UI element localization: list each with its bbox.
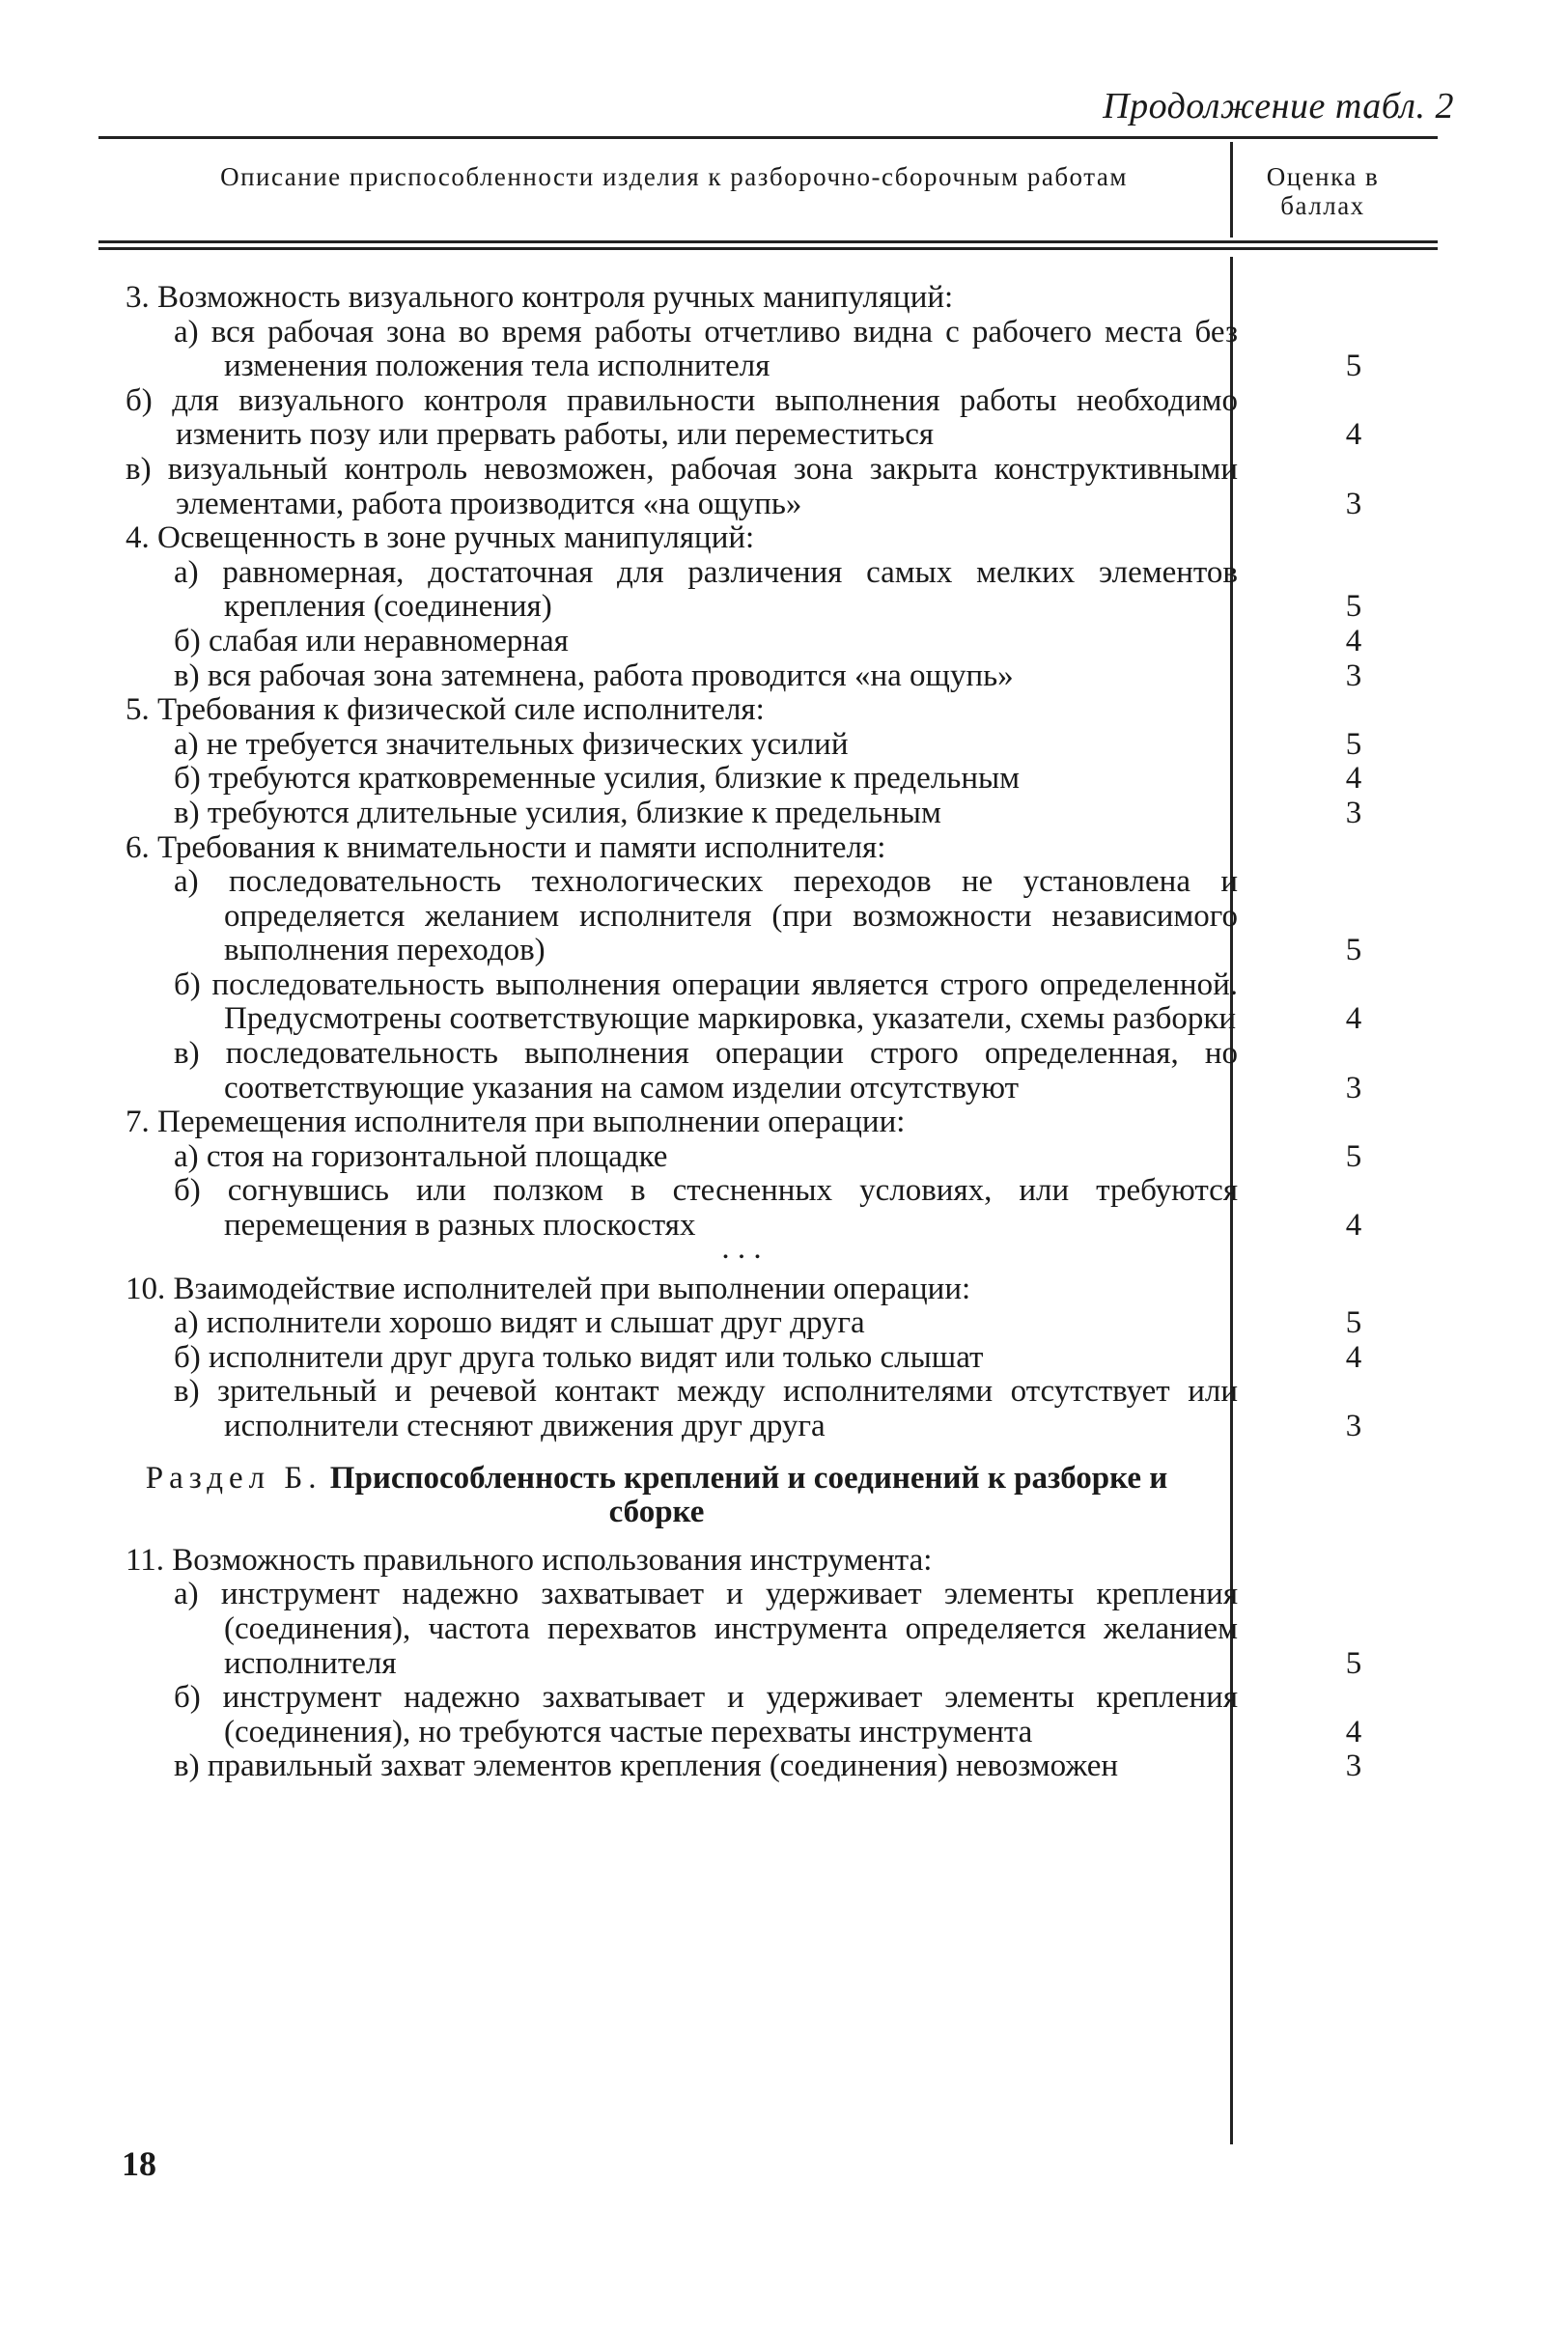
header-bottom-rule	[98, 240, 1438, 243]
criterion-text: в) последовательность выполнения операции строго определенная, но соответствующие указания на самом изделии отсутствуют	[174, 1036, 1238, 1106]
criterion-text: а) инструмент надежно захватывает и удерживает элементы крепления (соединения), частота перехватов инструмента определяется желанием исполнителя	[174, 1577, 1238, 1681]
criterion-score: 4	[1345, 1208, 1362, 1244]
header-bottom-rule-double	[98, 247, 1438, 250]
criterion-row	[126, 1544, 1429, 1579]
criterion-text: б) слабая или неравномерная	[174, 623, 569, 658]
criterion-score: 5	[1345, 1138, 1362, 1174]
criterion-row	[126, 797, 1429, 831]
criterion-row	[126, 556, 1429, 625]
criterion-row	[126, 831, 1429, 866]
criterion-score: 4	[1345, 623, 1362, 658]
criterion-row	[126, 1273, 1429, 1307]
section-heading	[126, 1462, 1188, 1530]
criterion-score: 5	[1345, 1305, 1362, 1341]
criterion-text: а) последовательность технологических переходов не установлена и определяется желанием исполнителя (при возможности независимого выполнения переходов)	[174, 864, 1238, 968]
section-title: Приспособленность креплений и соединений к разборке и сборке	[329, 1460, 1168, 1530]
criterion-score: 3	[1345, 1070, 1362, 1106]
criterion-text: в) зрительный и речевой контакт между исполнителями отсутствует или исполнители стесняют движения друг друга	[174, 1374, 1238, 1443]
criterion-row	[126, 1306, 1429, 1341]
criterion-text: б) последовательность выполнения операции является строго определенной. Предусмотрены соответствующие маркировка, указатели, схемы разборки	[174, 966, 1238, 1037]
criterion-score: 5	[1345, 589, 1362, 625]
criterion-score: 5	[1345, 349, 1362, 384]
criterion-row	[126, 521, 1429, 556]
criterion-row	[126, 1140, 1429, 1175]
criterion-text: б) инструмент надежно захватывает и удерживает элементы крепления (соединения), но требуются частые перехваты инструмента	[174, 1680, 1238, 1749]
criterion-row	[126, 281, 1429, 316]
criterion-score: 5	[1345, 933, 1362, 968]
criterion-text: а) не требуется значительных физических усилий	[174, 726, 849, 762]
header-top-rule	[98, 136, 1438, 139]
criterion-row	[126, 1749, 1429, 1784]
criterion-text: в) правильный захват элементов крепления (соединения) невозможен	[174, 1749, 1119, 1784]
criterion-row	[126, 384, 1429, 453]
criterion-row	[126, 625, 1429, 659]
criterion-score: 4	[1345, 1339, 1362, 1375]
criterion-text: 6. Требования к внимательности и памяти исполнителя:	[126, 829, 886, 865]
section-label: Раздел Б.	[145, 1460, 322, 1496]
criterion-row	[126, 1341, 1429, 1376]
criterion-text: б) исполнители друг друга только видят или только слышат	[174, 1339, 984, 1375]
criterion-row	[126, 762, 1429, 797]
page-number: 18	[122, 2144, 156, 2183]
criteria-block-1	[126, 281, 1429, 1244]
criterion-text: б) согнувшись или ползком в стесненных условиях, или требуются перемещения в разных плоскостях	[174, 1173, 1238, 1244]
criterion-score: 4	[1345, 1001, 1362, 1037]
criterion-text: б) для визуального контроля правильности выполнения работы необходимо изменить позу или прервать работы, или переместиться	[126, 382, 1238, 453]
criterion-text: в) требуются длительные усилия, близкие к предельным	[174, 795, 941, 830]
criterion-row	[126, 1681, 1429, 1749]
criterion-text: 11. Возможность правильного использования инструмента:	[126, 1542, 933, 1578]
criterion-text: а) исполнители хорошо видят и слышат друг друга	[174, 1305, 865, 1341]
column-header-description: Описание приспособленности изделия к разборочно-сборочным работам	[220, 162, 1128, 191]
criterion-score: 4	[1345, 1714, 1362, 1749]
criterion-row	[126, 968, 1429, 1037]
criterion-row	[126, 728, 1429, 763]
criterion-row	[126, 659, 1429, 694]
criterion-row	[126, 1106, 1429, 1140]
criterion-score: 3	[1345, 486, 1362, 521]
criterion-row	[126, 1375, 1429, 1443]
header-column-divider	[1230, 142, 1233, 238]
criteria-block-3	[126, 1544, 1429, 1784]
criterion-row	[126, 865, 1429, 968]
criterion-row	[126, 316, 1429, 384]
column-header-score: Оценка в баллах	[1266, 162, 1380, 220]
criterion-score: 3	[1345, 1749, 1362, 1784]
criterion-text: б) требуются кратковременные усилия, близкие к предельным	[174, 761, 1021, 797]
criterion-text: 3. Возможность визуального контроля ручных манипуляций:	[126, 280, 954, 315]
ellipsis-gap	[126, 1230, 1429, 1273]
criterion-score: 3	[1345, 658, 1362, 693]
criterion-row	[126, 1037, 1429, 1106]
criterion-text: в) визуальный контроль невозможен, рабочая зона закрыта конструктивными элементами, работа производится «на ощупь»	[126, 451, 1238, 521]
criterion-text: а) стоя на горизонтальной площадке	[174, 1138, 668, 1174]
criterion-row	[126, 1578, 1429, 1681]
criterion-score: 3	[1345, 795, 1362, 830]
criterion-score: 4	[1345, 417, 1362, 453]
criterion-text: а) вся рабочая зона во время работы отчетливо видна с рабочего места без изменения положения тела исполнителя	[174, 314, 1238, 384]
criterion-score: 4	[1345, 761, 1362, 797]
criterion-score: 5	[1345, 1645, 1362, 1681]
criterion-text: а) равномерная, достаточная для различения самых мелких элементов крепления (соединения)	[174, 554, 1238, 625]
criterion-text: 7. Перемещения исполнителя при выполнении операции:	[126, 1105, 906, 1140]
criterion-text: 10. Взаимодействие исполнителей при выполнении операции:	[126, 1271, 971, 1306]
criterion-text: в) вся рабочая зона затемнена, работа проводится «на ощупь»	[174, 658, 1014, 693]
criterion-score: 5	[1345, 726, 1362, 762]
criterion-row	[126, 693, 1429, 728]
table-body	[126, 281, 1429, 1784]
criterion-score: 3	[1345, 1409, 1362, 1443]
criteria-block-2	[126, 1273, 1429, 1444]
omitted-rows-ellipsis: . . .	[721, 1230, 762, 1266]
criterion-text: 5. Требования к физической силе исполнителя:	[126, 692, 765, 728]
continuation-caption: Продолжение табл. 2	[1103, 86, 1454, 126]
criterion-text: 4. Освещенность в зоне ручных манипуляций:	[126, 520, 755, 556]
criterion-row	[126, 453, 1429, 521]
